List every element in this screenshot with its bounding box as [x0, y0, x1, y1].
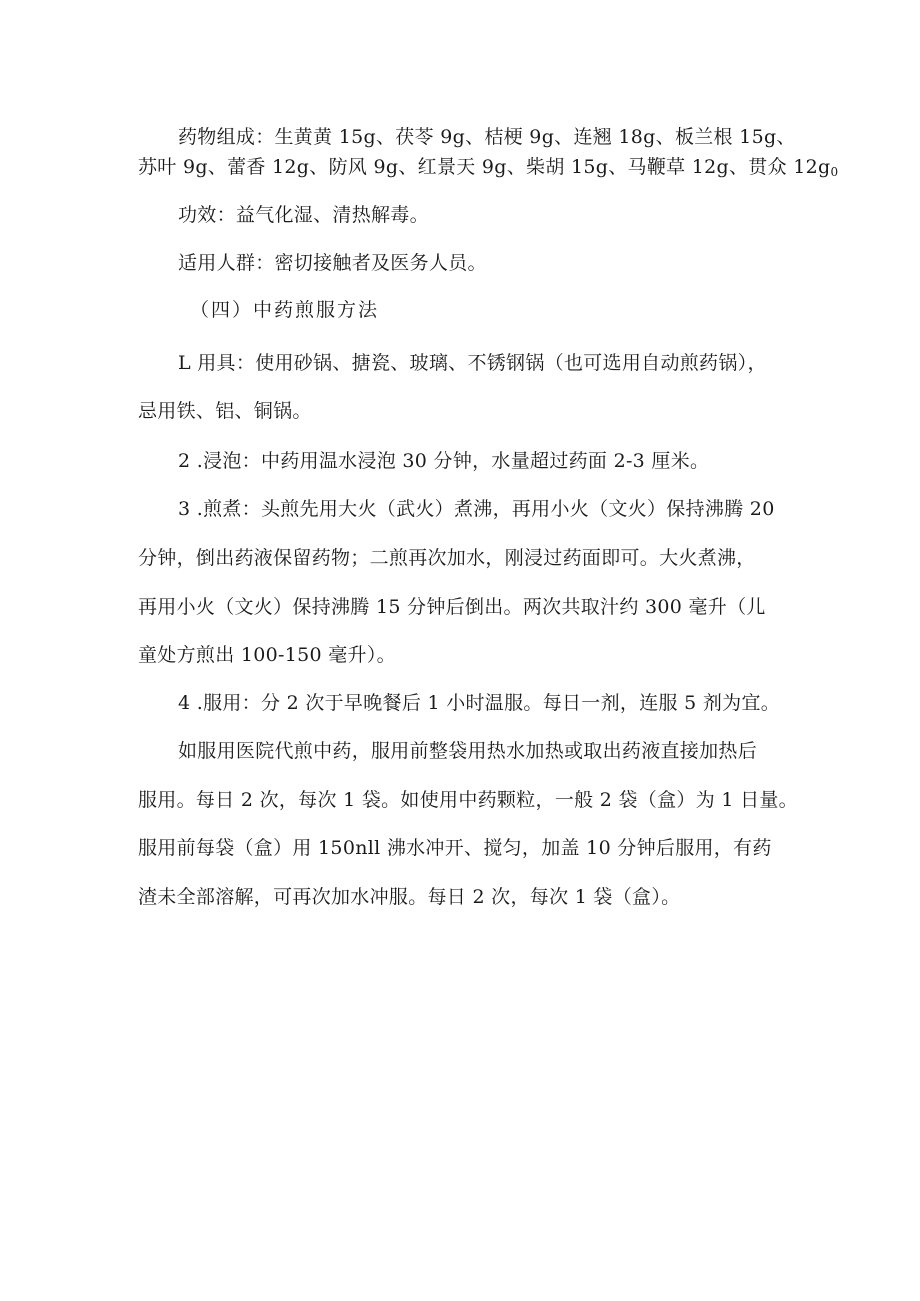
audience-paragraph: 适用人群：密切接触者及医务人员。: [178, 252, 487, 274]
step4-paragraph: 4 .服用：分 2 次于早晚餐后 1 小时温服。每日一剂，连服 5 剂为宜。: [178, 692, 781, 714]
step3-line-3: 再用小火（文火）保持沸腾 15 分钟后倒出。两次共取汁约 300 毫升（儿: [138, 596, 766, 618]
step3-line-1: 3 .煎煮：头煎先用大火（武火）煮沸，再用小火（文火）保持沸腾 20: [178, 498, 775, 520]
effect-paragraph: 功效：益气化湿、清热解毒。: [178, 204, 429, 226]
step1-line-2: 忌用铁、铝、铜锅。: [138, 400, 312, 422]
composition-line-1: 药物组成：生黄黄 15g、茯苓 9g、桔梗 9g、连翘 18g、板兰根 15g、: [178, 126, 796, 148]
note-line-4: 渣未全部溶解，可再次加水冲服。每日 2 次，每次 1 袋（盒）。: [138, 886, 681, 908]
composition-line-2: [138, 154, 838, 185]
step3-line-2: 分钟，倒出药液保留药物；二煎再次加水，刚浸过药面即可。大火煮沸，: [138, 547, 756, 569]
note-line-2: 服用。每日 2 次，每次 1 袋。如使用中药颗粒，一般 2 袋（盒）为 1 日量。: [138, 789, 798, 811]
composition-line-2-text: 苏叶 9g、蕾香 12g、防风 9g、红景天 9g、柴胡 15g、马鞭草 12g、贯众 12g: [138, 156, 831, 178]
composition-line-2-subscript: 0: [830, 165, 839, 179]
step2-paragraph: 2 .浸泡：中药用温水浸泡 30 分钟，水量超过药面 2-3 厘米。: [178, 450, 710, 472]
step3-line-4: 童处方煎出 100-150 毫升）。: [138, 644, 396, 666]
note-line-3: 服用前每袋（盒）用 150nll 沸水冲开、搅匀，加盖 10 分钟后服用，有药: [138, 837, 772, 859]
section-heading: （四）中药煎服方法: [190, 299, 380, 321]
note-line-1: 如服用医院代煎中药，服用前整袋用热水加热或取出药液直接加热后: [178, 740, 758, 762]
step1-line-1: L 用具：使用砂锅、搪瓷、玻璃、不锈钢锅（也可选用自动煎药锅），: [178, 352, 767, 374]
